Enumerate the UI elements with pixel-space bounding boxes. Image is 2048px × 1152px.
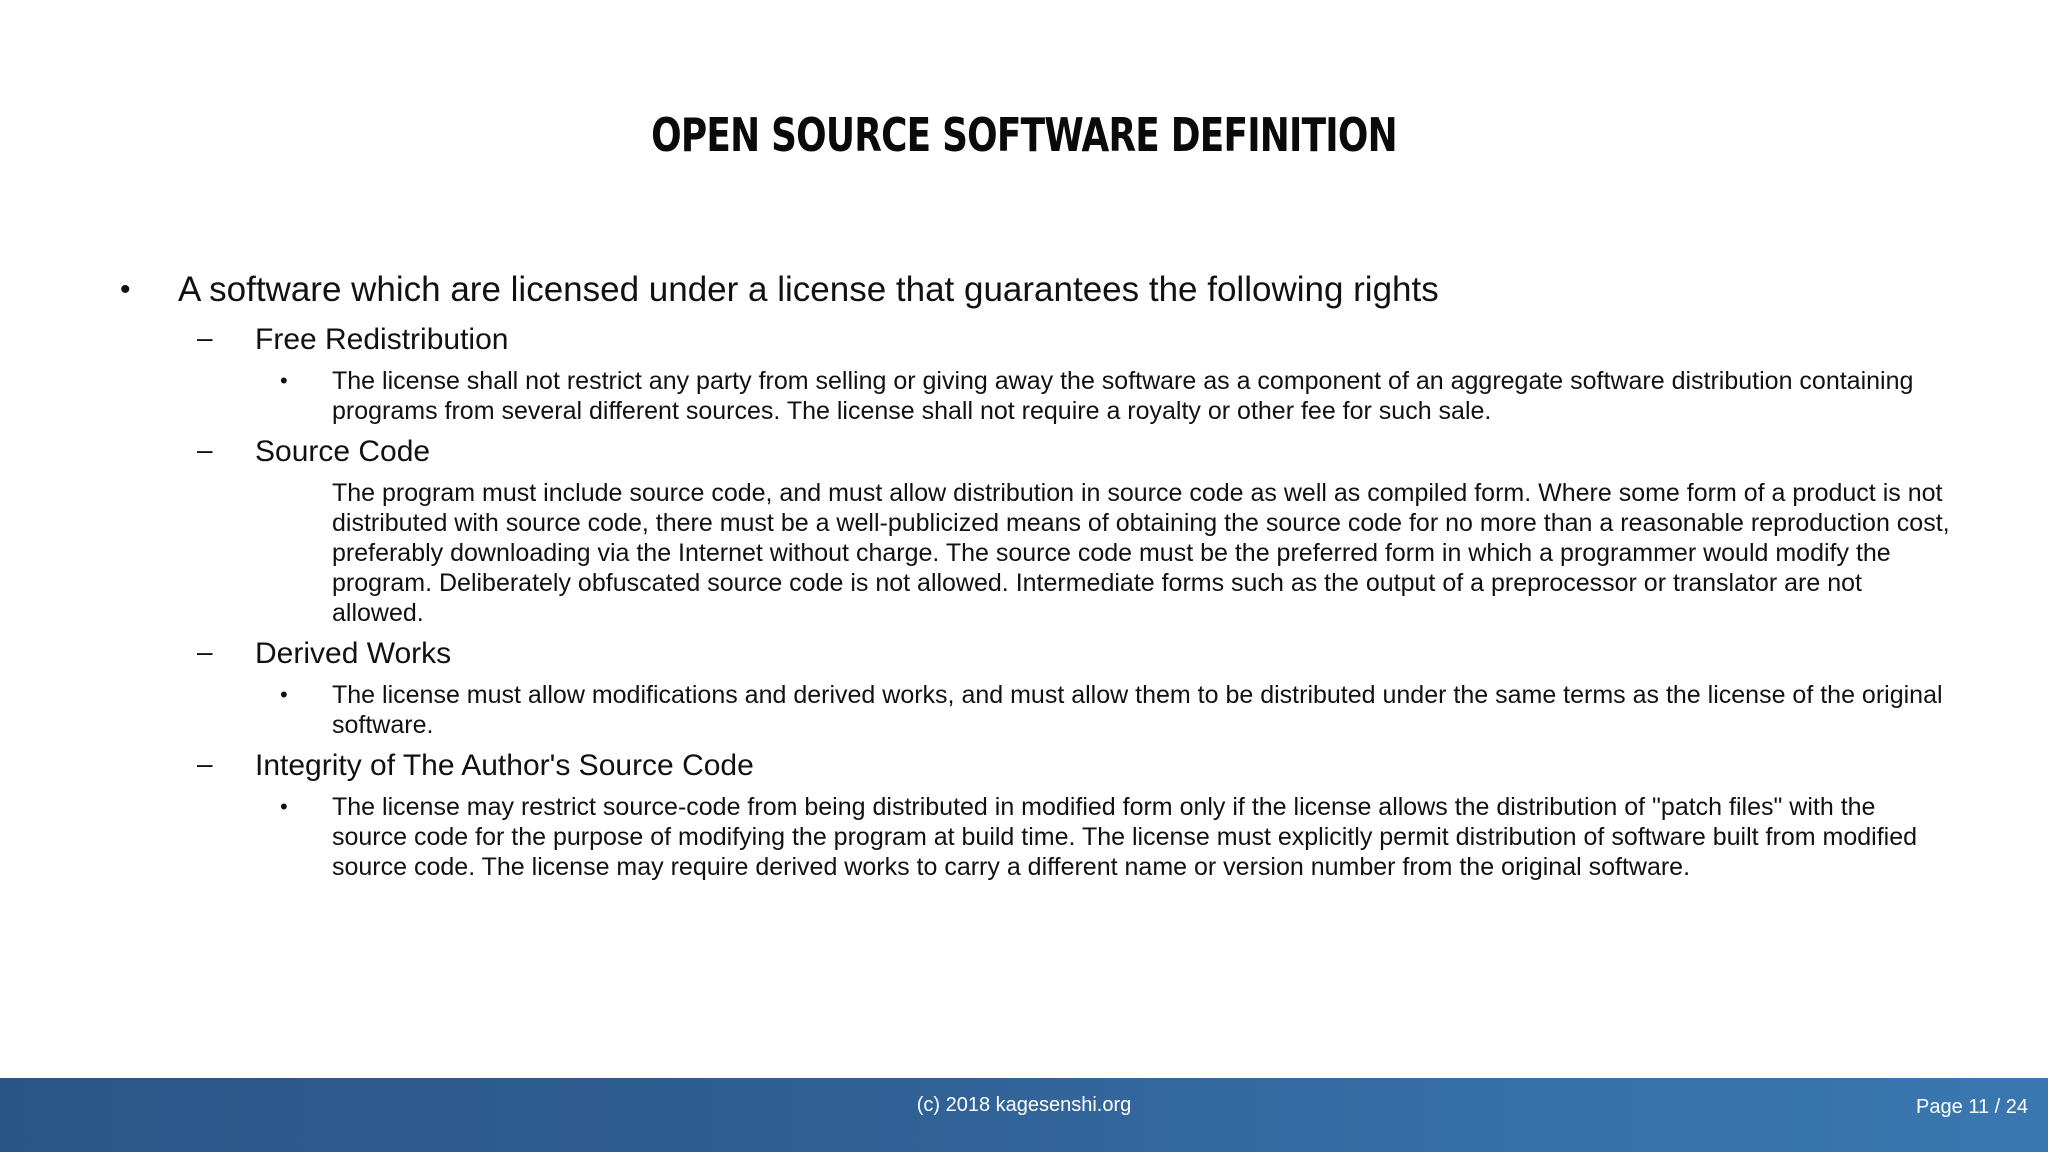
bullet-icon: • [280, 682, 288, 707]
main-bullet [120, 266, 1978, 314]
dash-icon: – [197, 322, 213, 353]
slide-content [0, 266, 2048, 882]
section-body-text: The license must allow modifications and derived works, and must allow them to be distributed under the same terms as the license of the original software. [332, 681, 1943, 739]
dash-icon: – [197, 748, 213, 779]
section-heading-text: Source Code [255, 435, 431, 468]
bullet-icon: • [280, 368, 288, 393]
section-heading-text: Integrity of The Author's Source Code [255, 749, 754, 782]
page-number: Page 11 / 24 [1916, 1096, 2028, 1118]
dash-icon: – [197, 434, 213, 465]
section-heading-free-redistribution [197, 320, 1955, 360]
section-heading-text: Derived Works [255, 637, 452, 670]
section-heading-derived-works [197, 634, 1955, 674]
footer-copyright: (c) 2018 kagesenshi.org [916, 1094, 1132, 1116]
footer-bar [0, 1078, 2048, 1152]
section-body-text: The license may restrict source-code from being distributed in modified form only if the license allows the distribution of "patch files" with the source code for the purpose of modifying the program at build time. The license must explicitly permit distribution of software built from modified source code. The license may require derived works to carry a different name or version number from the original software. [332, 793, 1917, 881]
bullet-icon: • [120, 273, 131, 306]
section-body-text: The program must include source code, and must allow distribution in source code as well as compiled form. Where some form of a product is not distributed with source code, there must be a well-publicized means of obtaining the source code for no more than a reasonable reproduction cost, preferably downloading via the Internet without charge. The source code must be the preferred form in which a programmer would modify the program. Deliberately obfuscated source code is not allowed. Intermediate forms such as the output of a preprocessor or translator are not allowed. [332, 479, 1950, 627]
section-heading-text: Free Redistribution [255, 323, 509, 356]
section-text-source-code [332, 478, 1952, 628]
section-text-integrity [280, 792, 1952, 882]
bullet-icon: • [280, 794, 288, 819]
section-text-free-redistribution [280, 366, 1952, 426]
slide-title: OPEN SOURCE SOFTWARE DEFINITION [651, 108, 1397, 162]
section-heading-source-code [197, 432, 1955, 472]
section-text-derived-works [280, 680, 1952, 740]
dash-icon: – [197, 636, 213, 667]
section-heading-integrity [197, 746, 1955, 786]
main-bullet-text: A software which are licensed under a license that guarantees the following rights [178, 270, 1439, 309]
section-body-text: The license shall not restrict any party from selling or giving away the software as a component of an aggregate software distribution containing programs from several different sources. The license shall not require a royalty or other fee for such sale. [332, 367, 1914, 425]
